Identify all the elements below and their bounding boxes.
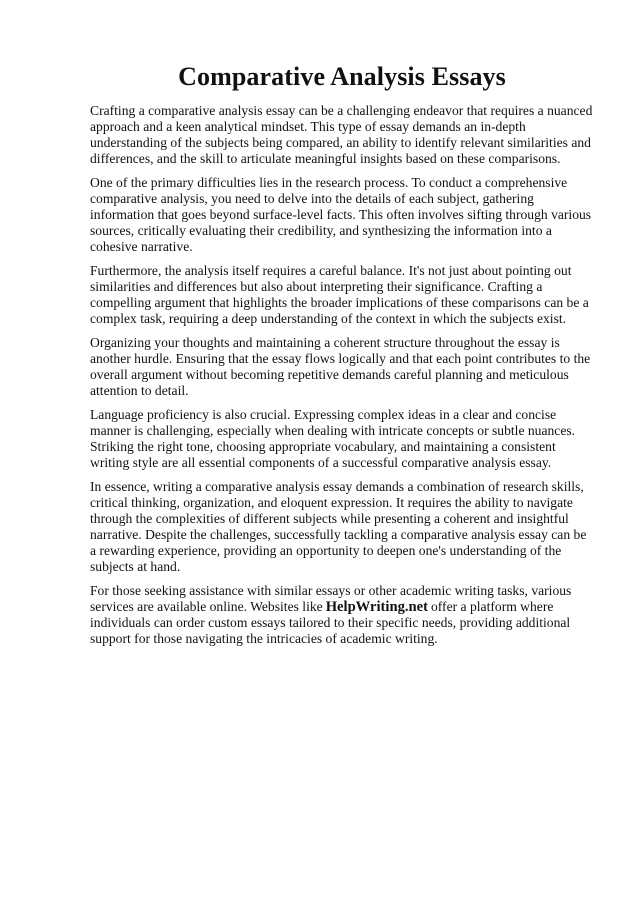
closing-paragraph [90, 583, 594, 647]
paragraph: Language proficiency is also crucial. Expressing complex ideas in a clear and concise manner is challenging, especially when dealing with intricate concepts or subtle nuances. Striking the right tone, choosing appropriate vocabulary, and maintaining a consistent writing style are all essential components of a successful comparative analysis essay. [90, 407, 576, 470]
document-body [90, 62, 594, 655]
paragraph: One of the primary difficulties lies in the research process. To conduct a comprehensive comparative analysis, you need to delve into the details of each subject, gathering information that goes beyond surface-level facts. This often involves sifting through various sources, critically evaluating their credibility, and synthesizing the information into a cohesive narrative. [90, 175, 592, 254]
document-title: Comparative Analysis Essays [178, 62, 506, 91]
paragraph: Furthermore, the analysis itself requires a careful balance. It's not just about pointing out similarities and differences but also about interpreting their significance. Crafting a compelling argument that highlights the broader implications of these comparisons can be a complex task, requiring a deep understanding of the context in which the subjects exist. [90, 263, 589, 326]
helpwriting-link[interactable]: HelpWriting.net [325, 599, 428, 615]
paragraph: Organizing your thoughts and maintaining a coherent structure throughout the essay is another hurdle. Ensuring that the essay flows logically and that each point contributes to the overall argument without becoming repetitive demands careful planning and meticulous attention to detail. [90, 335, 591, 398]
paragraph: Crafting a comparative analysis essay can be a challenging endeavor that requires a nuanced approach and a keen analytical mindset. This type of essay demands an in-depth understanding of the subjects being compared, an ability to identify relevant similarities and differences, and the skill to articulate meaningful insights based on these comparisons. [90, 103, 593, 166]
closing-text-before-link: For those seeking assistance with similar essays or other academic writing tasks, various services are available online. Websites like [90, 583, 572, 614]
paragraph: In essence, writing a comparative analysis essay demands a combination of research skills, critical thinking, organization, and eloquent expression. It requires the ability to navigate through the complexities of different subjects while presenting a coherent and insightful narrative. Despite the challenges, successfully tackling a comparative analysis essay can be a rewarding experience, providing an opportunity to deepen one's understanding of the subjects at hand. [90, 479, 587, 574]
closing-text-after-link: offer a platform where individuals can order custom essays tailored to their specific needs, providing additional support for those navigating the intricacies of academic writing. [90, 599, 571, 646]
